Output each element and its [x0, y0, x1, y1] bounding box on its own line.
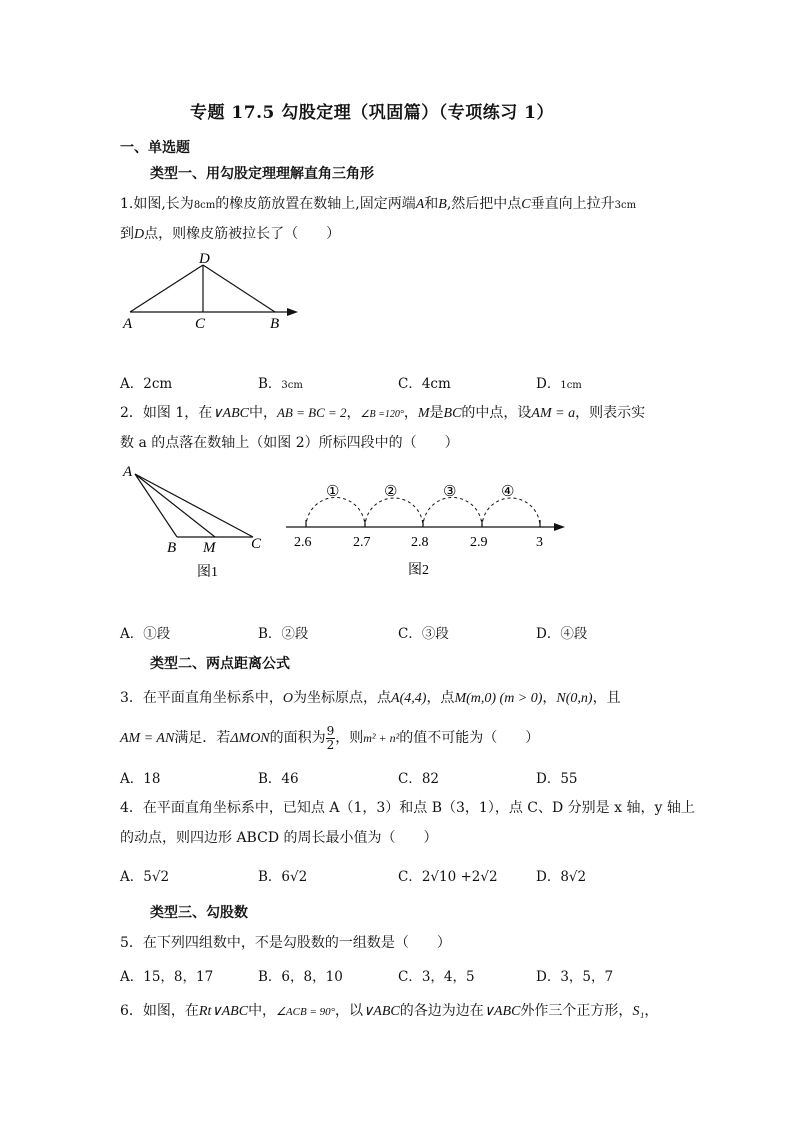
q3-line1 [120, 688, 621, 709]
q2-text: 2．如图 1，在 [120, 405, 213, 421]
q3-text: ，且 [592, 690, 621, 706]
q2-text: ， [346, 405, 361, 421]
q6-text: 中， [248, 1003, 277, 1019]
q6-text: 的各边为边在 [399, 1003, 484, 1019]
q2-option-d[interactable]: D．④段 [536, 626, 588, 642]
q6-area-s1: S₁ [632, 1004, 645, 1019]
q2-figure1 [115, 460, 275, 585]
fig1-label-a: A [123, 464, 133, 480]
q1-text: 点，则橡皮筋被拉长了（ ） [144, 226, 341, 242]
q3-text: 3．在平面直角坐标系中， [120, 690, 283, 706]
fig-label-b: B [270, 316, 280, 332]
q6-triangle: ∨ABC [483, 1004, 521, 1019]
q3-option-d[interactable]: D．55 [536, 771, 578, 787]
q3-expression: m² + n² [363, 731, 400, 745]
q1-option-d[interactable] [536, 372, 582, 392]
q1-line1 [120, 194, 636, 216]
q5-option-c[interactable]: C．3，4，5 [398, 969, 475, 985]
q6-text: 外作三个正方形， [520, 1003, 633, 1019]
q1-text: ,然后把中点 [446, 196, 522, 212]
q5-option-d[interactable]: D．3，5，7 [536, 969, 614, 985]
q1-option-a[interactable]: A．2cm [120, 376, 173, 392]
segment-label-3: ③ [443, 484, 457, 500]
fig1-label-m: M [203, 540, 216, 556]
section-heading: 一、单选题 [120, 140, 190, 156]
q2-point-m: M [417, 406, 430, 421]
q6-triangle: ∨ABC [363, 1004, 400, 1019]
q3-text: ， [542, 690, 557, 706]
q1-option-d-value: 1cm [560, 380, 582, 391]
segment-label-1: ① [326, 484, 340, 500]
q1-text: 的橡皮筋放置在数轴上,固定两端 [215, 196, 416, 212]
q4-option-b[interactable]: B．6√2 [258, 869, 308, 885]
q3-point-n: N(0,n) [556, 691, 593, 706]
q1-height: 3cm [614, 200, 637, 211]
q1-option-b[interactable] [258, 372, 303, 392]
tick-label: 3 [536, 535, 543, 550]
q4-line1: 4．在平面直角坐标系中，已知点 A（1，3）和点 B（3，1），点 C、D 分别是 x 轴，y 轴上 [120, 800, 695, 816]
q6-triangle: Rt∨ABC [198, 1004, 249, 1019]
q1-point-c: C [521, 197, 531, 212]
q5-option-a[interactable]: A．15，8，17 [120, 969, 214, 985]
q3-text: 的面积为 [269, 730, 326, 746]
q3-option-c[interactable]: C．82 [398, 771, 440, 787]
q1-line2 [120, 224, 340, 245]
q4-line2: 的动点，则四边形 ABCD 的周长最小值为（ ） [120, 830, 438, 846]
q1-option-b-value: 3cm [281, 380, 303, 391]
tick-label: 2.6 [294, 535, 312, 550]
q3-option-a[interactable]: A．18 [120, 771, 161, 787]
q1-point-d: D [134, 227, 145, 242]
q3-fraction-numerator: 9 [326, 723, 335, 738]
q2-option-a[interactable]: A．①段 [120, 626, 171, 642]
q6-text: 6．如图，在 [120, 1003, 199, 1019]
tick-label: 2.8 [411, 535, 429, 550]
q1-text: 垂直向上拉升 [530, 196, 615, 212]
q3-condition: AM = AN [120, 731, 175, 746]
q3-text: ，点 [426, 690, 455, 706]
q6-text: ，以 [335, 1003, 364, 1019]
q2-text: 的中点，设 [461, 405, 532, 421]
q2-option-c[interactable]: C．③段 [398, 626, 449, 642]
q1-point-b: B [438, 197, 447, 212]
q3-point-a: A(4,4) [391, 691, 427, 706]
q2-text: ， [403, 405, 418, 421]
q3-option-b[interactable]: B．46 [258, 771, 299, 787]
fig-label-c: C [195, 316, 206, 332]
fig-label-d: D [199, 251, 210, 267]
q3-fraction-denominator: 2 [326, 737, 335, 752]
q1-text: 到 [120, 226, 134, 242]
q1-text: 和 [424, 196, 439, 212]
q1-option-d-label: D． [536, 376, 561, 392]
q6-line1 [120, 1001, 658, 1022]
fig1-label-c: C [251, 536, 262, 552]
q2-segment-bc: BC [443, 406, 462, 421]
q2-option-b[interactable]: B．②段 [258, 626, 309, 642]
q1-length: 8cm [193, 200, 216, 211]
q3-text: 为坐标原点，点 [293, 690, 392, 706]
q1-figure [115, 248, 315, 334]
q3-triangle: ΔMON [230, 731, 270, 746]
q2-line2: 数 a 的点落在数轴上（如图 2）所标四段中的（ ） [120, 435, 459, 451]
type2-heading: 类型二、两点距离公式 [150, 656, 290, 672]
q3-point-m: M(m,0) (m > 0) [454, 691, 543, 706]
q2-figure2 [280, 476, 570, 581]
q4-option-a[interactable]: A．5√2 [120, 869, 170, 885]
q2-am: AM = a [531, 406, 576, 421]
fig1-label-b: B [167, 540, 177, 556]
q2-text: 中， [248, 405, 277, 421]
q2-angle: ∠B =120° [360, 409, 404, 420]
q3-text: 的值不可能为（ ） [399, 730, 540, 746]
q3-fraction [326, 725, 336, 752]
fig2-caption: 图2 [408, 563, 429, 578]
type3-heading: 类型三、勾股数 [150, 905, 248, 921]
type1-heading: 类型一、用勾股定理理解直角三角形 [150, 166, 374, 182]
fig-label-a: A [123, 316, 133, 332]
page-title: 专题 17.5 勾股定理（巩固篇）（专项练习 1） [190, 103, 554, 123]
q5-line1: 5．在下列四组数中，不是勾股数的一组数是（ ） [120, 935, 451, 951]
q1-text: 1.如图,长为 [120, 196, 194, 212]
segment-label-2: ② [384, 484, 398, 500]
q6-angle: ∠ACB = 90° [276, 1006, 336, 1018]
q1-option-c[interactable]: C．4cm [398, 376, 451, 392]
q6-text: ， [644, 1003, 659, 1019]
q2-triangle: ∨ABC [212, 406, 249, 421]
q2-equation: AB = BC = 2 [276, 405, 347, 420]
q2-text: ，则表示实 [575, 405, 646, 421]
q2-line1 [120, 403, 645, 425]
q3-origin: O [282, 691, 294, 706]
q1-option-b-label: B． [258, 376, 282, 392]
tick-label: 2.9 [470, 535, 488, 550]
q5-option-b[interactable]: B．6，8，10 [258, 969, 343, 985]
q3-text: 满足．若 [174, 730, 231, 746]
q4-option-d[interactable]: D．8√2 [536, 869, 587, 885]
q3-text: ，则 [335, 730, 364, 746]
segment-label-4: ④ [501, 484, 515, 500]
fig1-caption: 图1 [197, 565, 218, 580]
tick-label: 2.7 [353, 535, 371, 550]
q3-line2 [120, 723, 539, 754]
q2-text: 是 [429, 405, 444, 421]
q4-option-c[interactable]: C．2√10 +2√2 [398, 869, 498, 885]
q1-point-a: A [415, 197, 425, 212]
